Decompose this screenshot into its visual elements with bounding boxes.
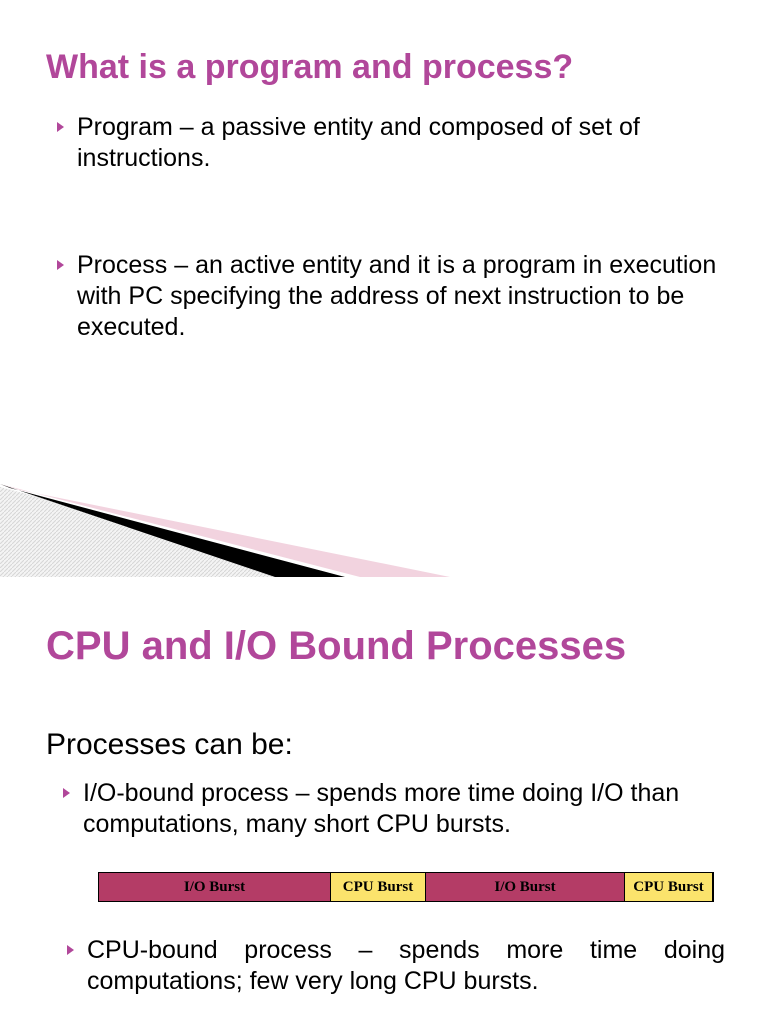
cpu-burst-segment: CPU Burst	[624, 873, 713, 901]
cpu-burst-segment: CPU Burst	[330, 873, 426, 901]
bullet-text: Program – a passive entity and composed of set of instructions.	[77, 113, 640, 172]
slide-gap	[0, 577, 768, 590]
bullet-text: I/O-bound process – spends more time doing I/O than computations, many short CPU bursts.	[83, 779, 680, 838]
bullet-cpu-bound	[87, 935, 725, 997]
io-burst-segment: I/O Burst	[99, 873, 330, 901]
bullet-text: Process – an active entity and it is a program in execution with PC specifying the address of next instruction to be executed.	[77, 251, 717, 341]
bullet-text: CPU-bound process – spends more time doing computations; few very long CPU bursts.	[87, 936, 725, 995]
io-burst-segment: I/O Burst	[426, 873, 624, 901]
bullet-io-bound	[83, 778, 723, 840]
bullet-marker-icon	[63, 788, 70, 798]
slide-1-title: What is a program and process?	[46, 48, 574, 86]
lead-text: Processes can be:	[46, 728, 293, 761]
burst-bar	[98, 872, 714, 902]
bullet-marker-icon	[67, 945, 74, 955]
slide-2	[0, 590, 768, 1024]
slide-2-title: CPU and I/O Bound Processes	[46, 624, 627, 668]
